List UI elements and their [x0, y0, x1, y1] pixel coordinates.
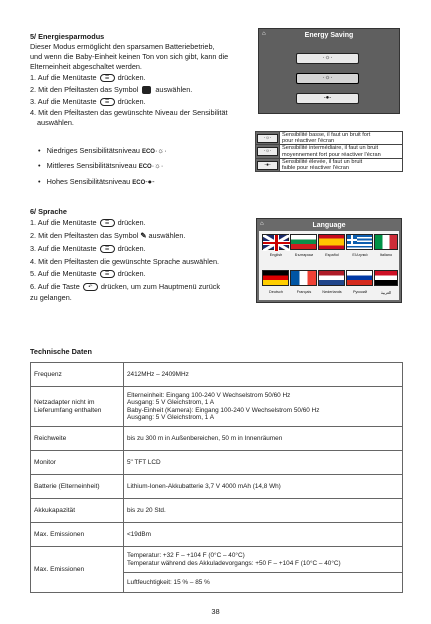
- tech-heading: Technische Daten: [30, 347, 92, 356]
- flag-dutch[interactable]: [318, 270, 345, 286]
- lang-label: Русский: [352, 290, 368, 294]
- flag-russian[interactable]: [346, 270, 373, 286]
- language-step: 6. Auf die Taste ↶ drücken, um zum Hauptmenü zurück: [30, 282, 221, 291]
- language-heading: 6/ Sprache: [30, 207, 67, 216]
- table-row: [31, 387, 403, 427]
- language-symbol-icon: ✎: [140, 231, 147, 240]
- flag-spanish[interactable]: [318, 234, 345, 250]
- table-row: [31, 451, 403, 475]
- tech-value: bis zu 300 m in Außenbereichen, 50 m in Innenräumen: [124, 427, 403, 451]
- energy-intro-line: Elterneinheit abgeschaltet werden.: [30, 62, 142, 71]
- sound-low-icon: ·☼·: [257, 134, 278, 143]
- lang-label: Deutsch: [269, 290, 283, 294]
- menu-key-icon: ☰: [100, 219, 115, 227]
- tech-key: Akkukapazität: [31, 499, 124, 523]
- menu-key-icon: ☰: [100, 270, 115, 278]
- flag-english[interactable]: [262, 234, 289, 250]
- flag-greek[interactable]: [346, 234, 373, 250]
- energy-step: 2. Mit den Pfeiltasten das Symbol auswählen.: [30, 85, 193, 94]
- energy-saving-screen: [258, 28, 400, 114]
- language-step: 1. Auf die Menütaste ☰ drücken.: [30, 218, 146, 227]
- tech-value: <19dBm: [124, 523, 403, 547]
- lang-label: Български: [294, 253, 314, 257]
- language-screen-title: Language: [312, 222, 346, 229]
- lang-label: Français: [296, 290, 312, 294]
- sound-low-icon: ·☼·: [154, 146, 167, 155]
- table-row: [31, 499, 403, 523]
- table-row: [31, 427, 403, 451]
- tech-table: [30, 362, 403, 593]
- sensitivity-bullet: • Niedriges Sensibilitätsniveau ECO·☼·: [38, 146, 167, 155]
- language-screen: [256, 218, 402, 303]
- table-row: [31, 363, 403, 387]
- energy-step-cont: auswählen.: [37, 118, 74, 127]
- sensitivity-row: -●- Sensibilité élevée, il faut un bruit faible pour réactiver l'écran: [256, 158, 403, 171]
- tech-value: bis zu 20 Std.: [124, 499, 403, 523]
- lang-label: English: [269, 253, 283, 257]
- language-step: 3. Auf die Menütaste ☰ drücken.: [30, 244, 146, 253]
- tech-key: Max. Emissionen: [31, 547, 124, 593]
- sound-mid-icon: ·☼·: [151, 161, 164, 170]
- energy-intro-line: und wenn die Baby-Einheit keinen Ton von sich gibt, kann die: [30, 52, 229, 61]
- home-icon: ⌂: [260, 221, 264, 227]
- energy-heading: 5/ Energiesparmodus: [30, 32, 105, 41]
- tech-value: Temperatur: +32 F – +104 F (0°C – 40°C) Temperatur während des Akkuladevorgangs: +50 F – +104 F (10°C – 40°C): [124, 547, 403, 573]
- energy-step: 4. Mit den Pfeiltasten das gewünschte Niveau der Sensibilität: [30, 108, 228, 117]
- sound-high-icon: -●-: [257, 161, 278, 170]
- flag-arabic[interactable]: [374, 270, 398, 286]
- tech-key: Max. Emissionen: [31, 523, 124, 547]
- tech-value: 5" TFT LCD: [124, 451, 403, 475]
- tech-key: Frequenz: [31, 363, 124, 387]
- sensitivity-low-button[interactable]: ·☼·: [296, 53, 359, 64]
- menu-key-icon: ☰: [100, 74, 115, 82]
- language-step: 5. Auf die Menütaste ☰ drücken.: [30, 269, 146, 278]
- tech-value: Elterneinheit: Eingang 100-240 V Wechselstrom 50/60 Hz Ausgang: 5 V Gleichstrom, 1 A Baby-Einheit (Kamera): Eingang 100-240 V Wechselstrom 50/60 Hz Ausgang: 5 V Gleichstrom, 1 A: [124, 387, 403, 427]
- uk-flag-icon: [263, 235, 290, 251]
- flag-french[interactable]: [290, 270, 317, 286]
- sensitivity-high-button[interactable]: -●-: [296, 93, 359, 104]
- flag-italian[interactable]: [374, 234, 398, 250]
- language-step: 2. Mit den Pfeiltasten das Symbol ✎ auswählen.: [30, 231, 186, 240]
- energy-step: 3. Auf die Menütaste ☰ drücken.: [30, 97, 146, 106]
- lang-label: Ελληνικά: [352, 253, 368, 257]
- tech-key: Batterie (Elterneinheit): [31, 475, 124, 499]
- tech-value: Luftfeuchtigkeit: 15 % – 85 %: [124, 573, 403, 593]
- energy-symbol-icon: [142, 86, 151, 94]
- home-icon: ⌂: [262, 31, 266, 37]
- lang-label: Italiano: [379, 253, 393, 257]
- energy-step: 1. Auf die Menütaste ☰ drücken.: [30, 73, 146, 82]
- language-step-cont: zu gelangen.: [30, 293, 72, 302]
- sensitivity-row: ·☼· Sensibilité intermédiaire, il faut un bruit moyennement fort pour réactiver l'écran: [256, 145, 403, 158]
- sound-high-icon: -●-: [145, 177, 155, 186]
- energy-saving-title: Energy Saving: [304, 32, 354, 39]
- tech-value: 2412MHz – 2409MHz: [124, 363, 403, 387]
- tech-key: Monitor: [31, 451, 124, 475]
- sensitivity-bullet: • Mittleres Sensibilitätsniveau ECO·☼·: [38, 161, 164, 170]
- energy-intro-line: Dieser Modus ermöglicht den sparsamen Batteriebetrieb,: [30, 42, 215, 51]
- language-step: 4. Mit den Pfeiltasten die gewünschte Sprache auswählen.: [30, 257, 220, 266]
- table-row: [31, 547, 403, 573]
- tech-value: Lithium-Ionen-Akkubatterie 3,7 V 4000 mAh (14,8 Wh): [124, 475, 403, 499]
- flag-bulgarian[interactable]: [290, 234, 317, 250]
- flag-german[interactable]: [262, 270, 289, 286]
- lang-label: Español: [325, 253, 339, 257]
- sound-mid-icon: ·☼·: [257, 147, 278, 156]
- tech-key: Reichweite: [31, 427, 124, 451]
- lang-label: العربية: [380, 291, 392, 295]
- page-number: 38: [211, 607, 220, 616]
- sensitivity-row: ·☼· Sensibilité basse, il faut un bruit fort pour réactiver l'écran: [256, 132, 403, 145]
- table-row: [31, 475, 403, 499]
- table-row: [31, 523, 403, 547]
- tech-key: Netzadapter nicht im Lieferumfang enthalten: [31, 387, 124, 427]
- sensitivity-table: [255, 131, 403, 172]
- sensitivity-mid-button[interactable]: ·☼·: [296, 73, 359, 84]
- menu-key-icon: ☰: [100, 98, 115, 106]
- sensitivity-bullet: • Hohes Sensibilitätsniveau ECO-●-: [38, 177, 155, 186]
- lang-label: Nederlands: [322, 290, 342, 294]
- back-key-icon: ↶: [83, 283, 98, 291]
- menu-key-icon: ☰: [100, 245, 115, 253]
